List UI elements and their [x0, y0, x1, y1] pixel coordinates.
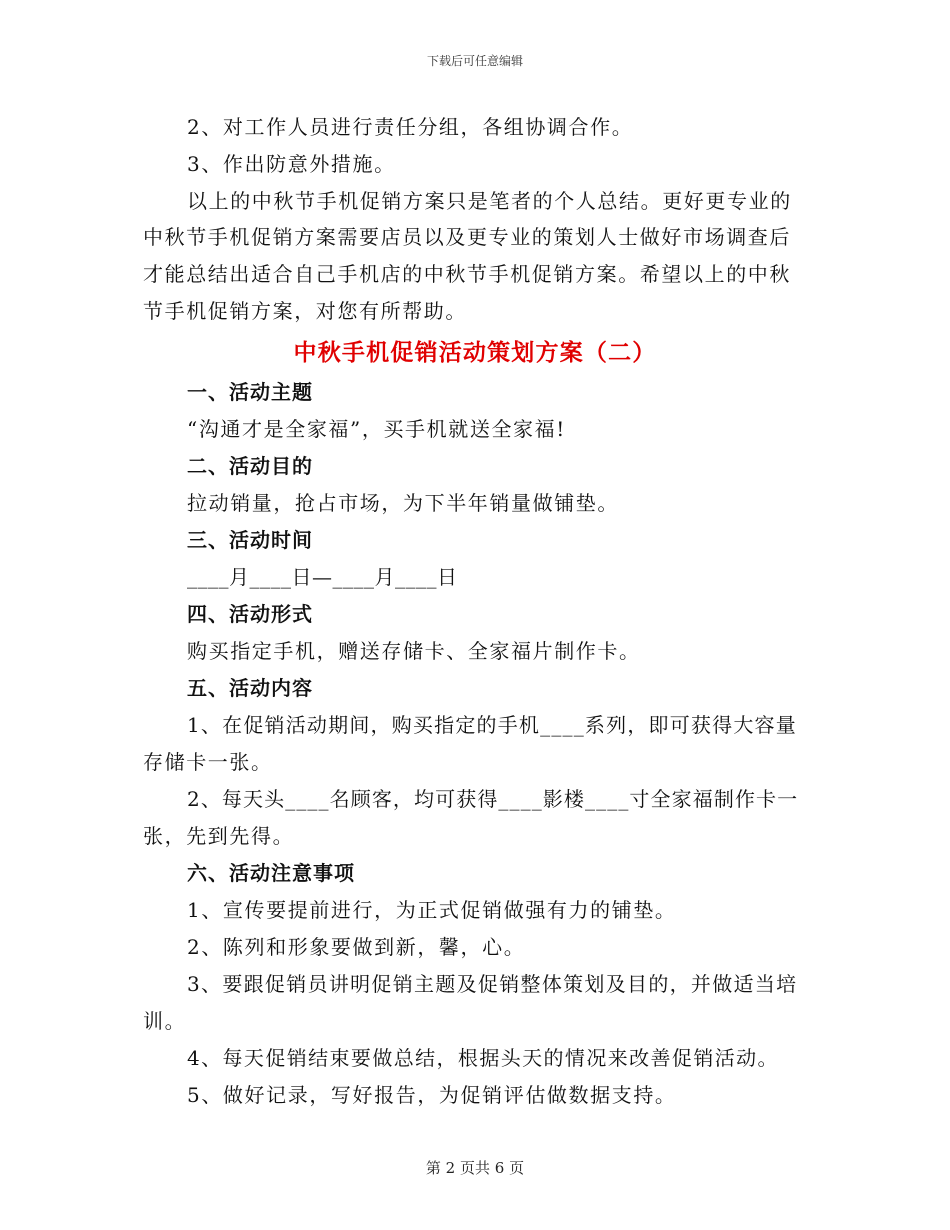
list-item: 3、作出防意外措施。 — [187, 152, 396, 176]
paragraph-line: 节手机促销方案，对您有所帮助。 — [143, 299, 467, 323]
list-item: 2、陈列和形象要做到新，馨，心。 — [187, 935, 526, 959]
list-item: 1、宣传要提前进行，为正式促销做强有力的铺垫。 — [187, 898, 677, 922]
date-blank-line: ____月____日—____月____日 — [187, 565, 458, 589]
list-item: 2、每天头____名顾客，均可获得____影楼____寸全家福制作卡一 — [187, 787, 799, 811]
section-heading: 五、活动内容 — [187, 676, 313, 700]
list-item: 2、对工作人员进行责任分组，各组协调合作。 — [187, 115, 634, 139]
paragraph-line: 拉动销量，抢占市场，为下半年销量做铺垫。 — [187, 491, 619, 515]
paragraph-line: 中秋节手机促销方案需要店员以及更专业的策划人士做好市场调查后 — [143, 225, 791, 249]
page-header: 下载后可任意编辑 — [426, 54, 523, 68]
section-heading: 一、活动主题 — [187, 380, 313, 404]
section-heading: 六、活动注意事项 — [187, 861, 355, 885]
document-title: 中秋手机促销活动策划方案（二） — [293, 340, 657, 366]
paragraph-line: 购买指定手机，赠送存储卡、全家福片制作卡。 — [187, 639, 641, 663]
page-footer: 第 2 页共 6 页 — [425, 1159, 525, 1177]
paragraph-line: 才能总结出适合自己手机店的中秋节手机促销方案。希望以上的中秋 — [143, 262, 791, 286]
list-item: 1、在促销活动期间，购买指定的手机____系列，即可获得大容量 — [187, 713, 797, 737]
paragraph-line: 张，先到先得。 — [143, 824, 295, 848]
list-item: 3、要跟促销员讲明促销主题及促销整体策划及目的，并做适当培 — [187, 972, 798, 996]
paragraph-line: 存储卡一张。 — [143, 750, 273, 774]
section-heading: 三、活动时间 — [187, 528, 313, 552]
section-heading: 四、活动形式 — [187, 602, 313, 626]
paragraph-line: 以上的中秋节手机促销方案只是笔者的个人总结。更好更专业的 — [187, 189, 792, 213]
list-item: 5、做好记录，写好报告，为促销评估做数据支持。 — [187, 1083, 677, 1107]
list-item: 4、每天促销结束要做总结，根据头天的情况来改善促销活动。 — [187, 1046, 779, 1070]
paragraph-line: “沟通才是全家福”，买手机就送全家福! — [187, 417, 566, 441]
paragraph-line: 训。 — [143, 1009, 187, 1033]
section-heading: 二、活动目的 — [187, 454, 313, 478]
